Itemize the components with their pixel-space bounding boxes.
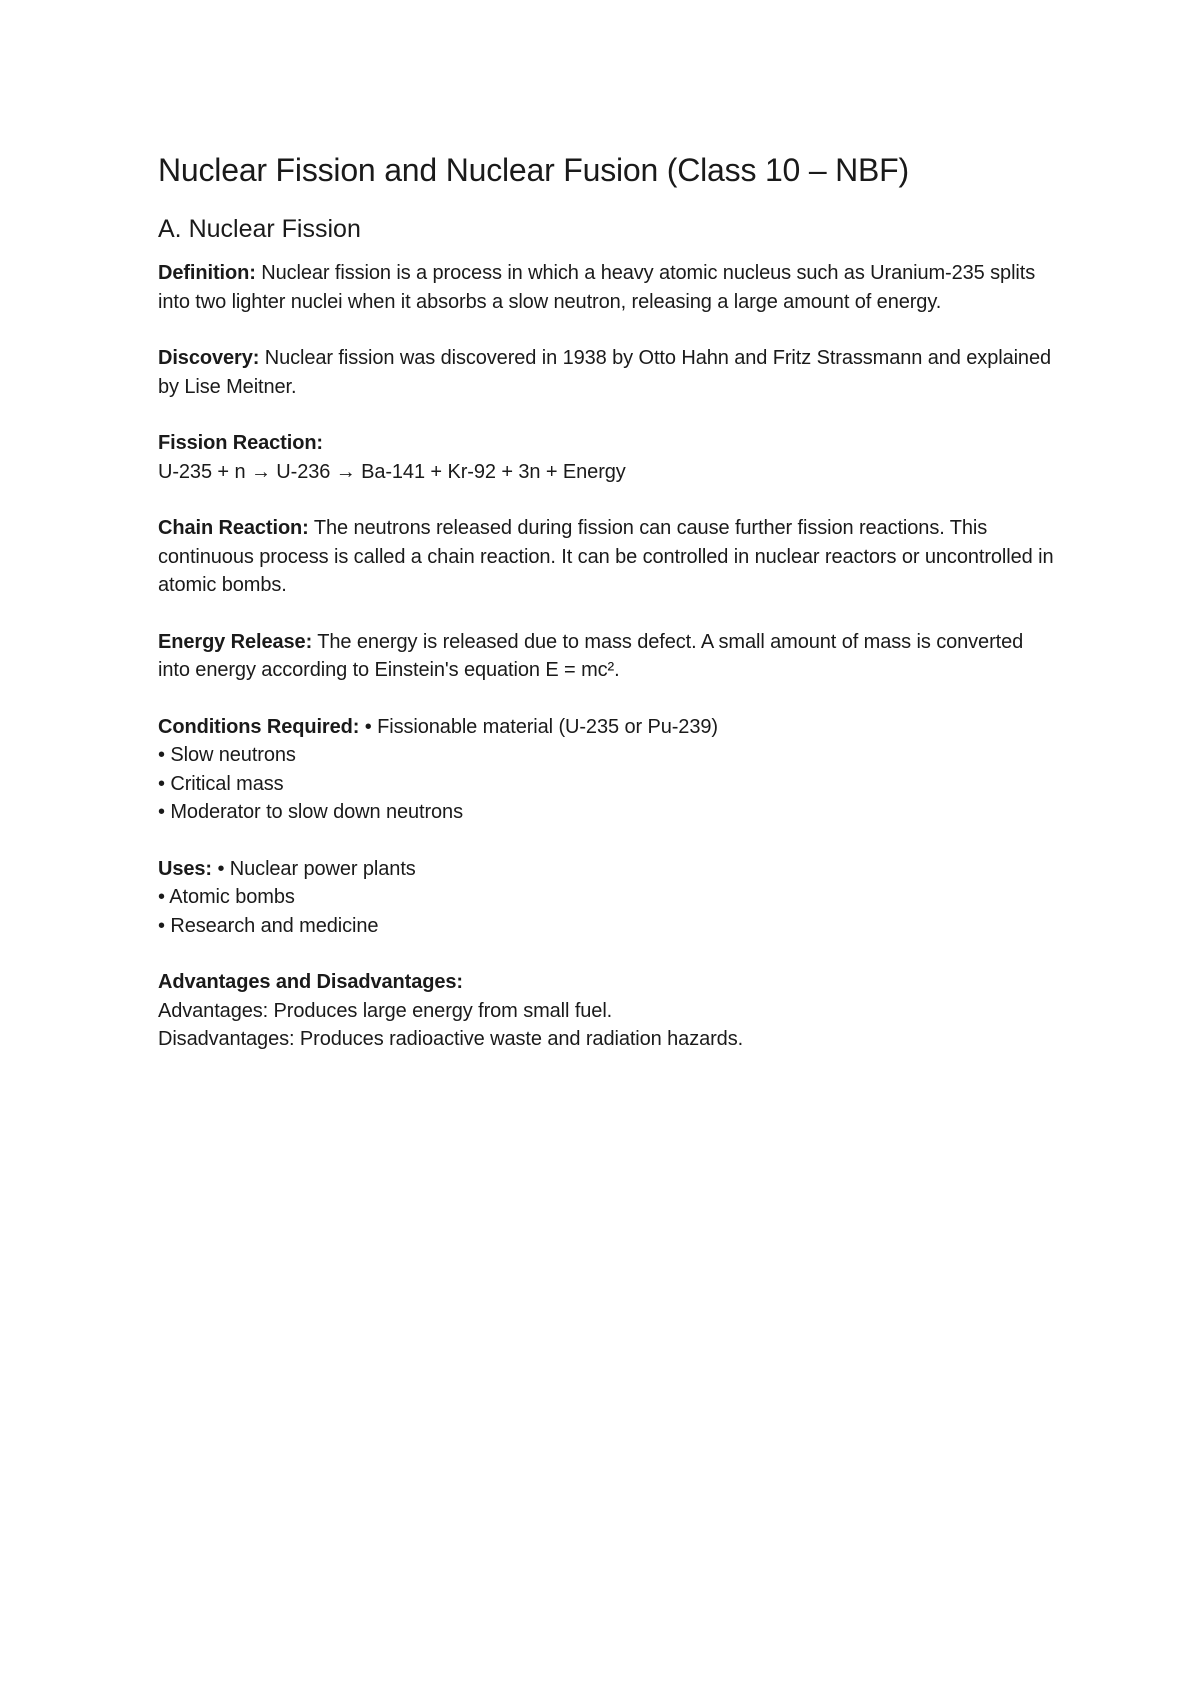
definition-text: Nuclear fission is a process in which a heavy atomic nucleus such as Uranium-235 splits into two lighter nuclei when it absorbs a slow neutron, releasing a large amount of energy. xyxy=(158,262,1036,313)
chain-reaction-label: Chain Reaction: xyxy=(158,517,309,539)
discovery-paragraph xyxy=(158,344,1058,401)
uses-label: Uses: xyxy=(158,857,212,880)
conditions-paragraph xyxy=(158,713,1058,827)
fission-reaction-label: Fission Reaction: xyxy=(158,432,323,454)
section-heading: A. Nuclear Fission xyxy=(158,215,361,243)
discovery-text: Nuclear fission was discovered in 1938 by Otto Hahn and Fritz Strassmann and explained by Lise Meitner. xyxy=(158,347,1052,398)
advantages-disadvantages-label: Advantages and Disadvantages: xyxy=(158,971,463,993)
uses-item: • Atomic bombs xyxy=(158,886,295,908)
advantages-disadvantages-paragraph xyxy=(158,968,1058,1054)
energy-release-paragraph xyxy=(158,628,1058,685)
discovery-label: Discovery: xyxy=(158,347,260,369)
conditions-label: Conditions Required: xyxy=(158,715,360,738)
conditions-item: • Moderator to slow down neutrons xyxy=(158,801,463,823)
fission-reaction-paragraph xyxy=(158,429,1058,486)
conditions-item: • Fissionable material (U-235 or Pu-239) xyxy=(359,715,718,738)
disadvantages-text: Disadvantages: Produces radioactive waste and radiation hazards. xyxy=(158,1028,744,1050)
uses-item: • Research and medicine xyxy=(158,914,379,937)
uses-paragraph xyxy=(158,855,1058,941)
advantages-text: Advantages: Produces large energy from small fuel. xyxy=(158,999,613,1022)
uses-item: • Nuclear power plants xyxy=(211,857,416,880)
chain-reaction-text: The neutrons released during fission can cause further fission reactions. This continuous process is called a chain reaction. It can be controlled in nuclear reactors or uncontrolled in atomic bombs. xyxy=(158,517,1054,596)
chain-reaction-paragraph xyxy=(158,514,1058,600)
fission-equation: U-235 + n → U-236 → Ba-141 + Kr-92 + 3n + Energy xyxy=(158,460,626,483)
conditions-item: • Critical mass xyxy=(158,772,284,795)
energy-release-text: The energy is released due to mass defect. A small amount of mass is converted into energy according to Einstein's equation E = mc². xyxy=(158,630,1024,681)
definition-paragraph xyxy=(158,259,1058,316)
document-title: Nuclear Fission and Nuclear Fusion (Class 10 – NBF) xyxy=(158,152,909,188)
document-page xyxy=(158,150,1058,1054)
definition-label: Definition: xyxy=(158,262,256,284)
conditions-item: • Slow neutrons xyxy=(158,744,296,766)
energy-release-label: Energy Release: xyxy=(158,630,313,653)
